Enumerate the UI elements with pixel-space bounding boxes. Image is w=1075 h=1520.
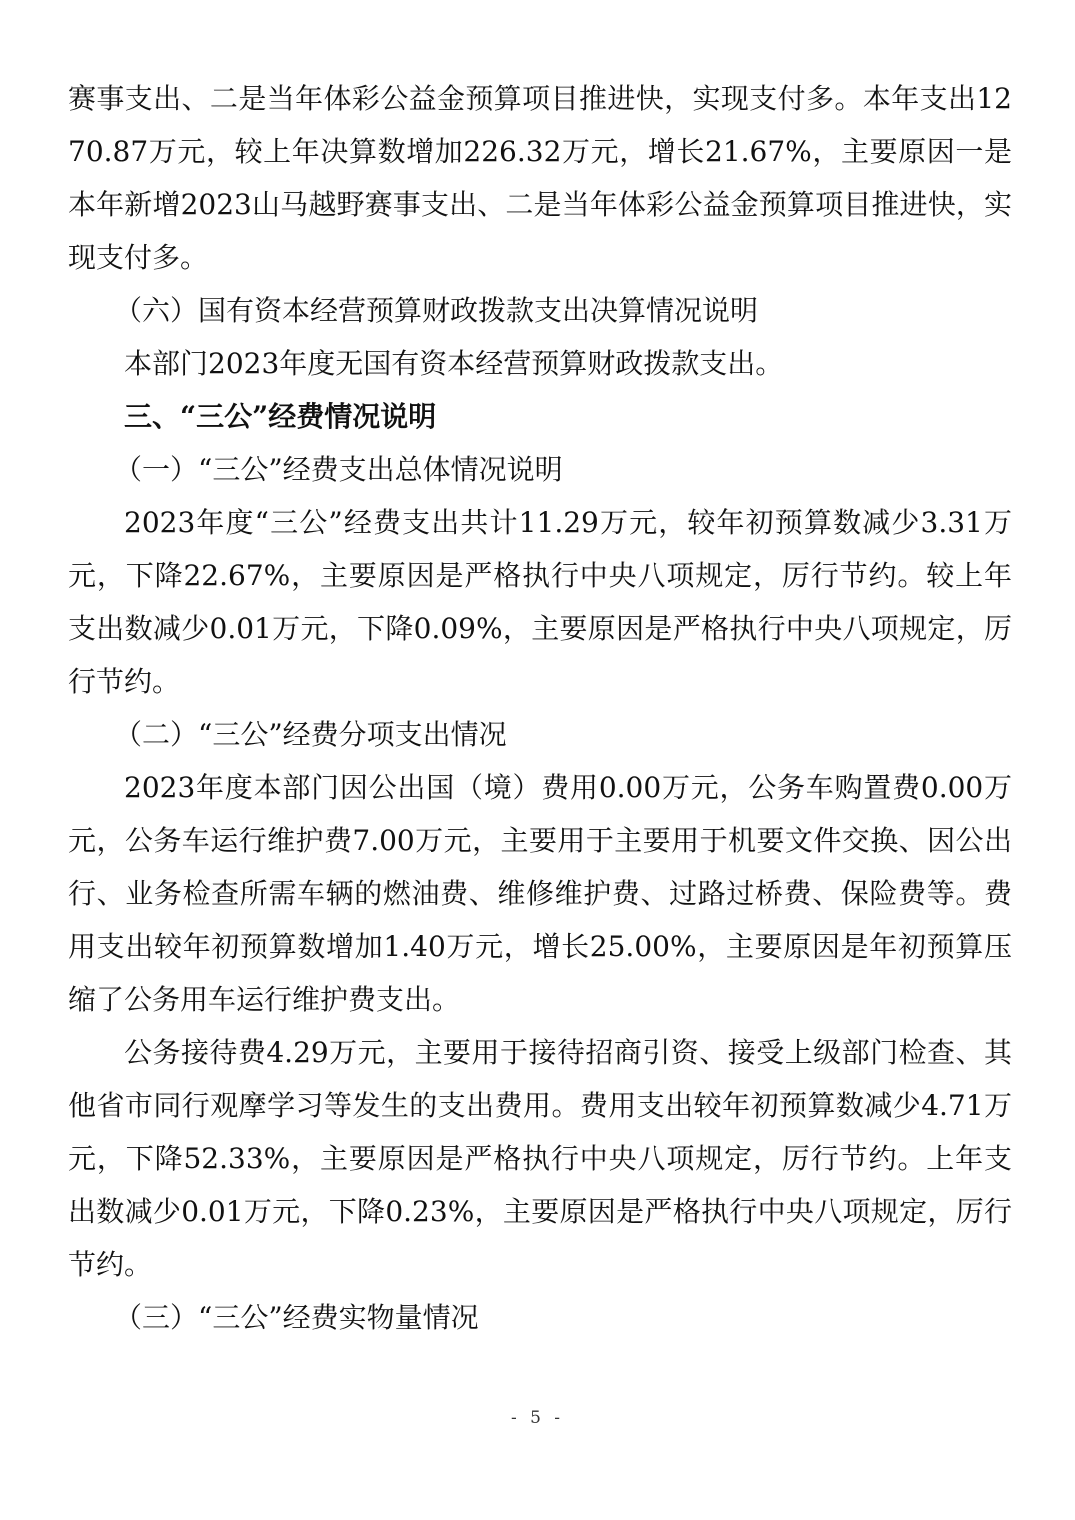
paragraph-vehicle-expenses: 2023年度本部门因公出国（境）费用0.00万元，公务车购置费0.00万元，公务车运行维护费7.00万元，主要用于主要用于机要文件交换、因公出行、业务检查所需车辆的燃油费、维修维护费、过路过桥费、保险费等。费用支出较年初预算数增加1.40万元，增长25.00%，主要原因是年初预算压缩了公务用车运行维护费支出。	[68, 771, 1012, 1016]
heading-three-public-expenses: 三、“三公”经费情况说明	[124, 400, 437, 433]
paragraph-lottery-fund-expenditure: 赛事支出、二是当年体彩公益金预算项目推进快，实现支付多。本年支出1270.87万元，较上年决算数增加226.32万元，增长21.67%，主要原因一是本年新增2023山马越野赛事支出、二是当年体彩公益金预算项目推进快，实现支付多。	[68, 82, 1012, 274]
page-number: - 5 -	[510, 1408, 565, 1428]
subheading-physical-quantity: （三）“三公”经费实物量情况	[114, 1301, 479, 1334]
paragraph-reception-expenses: 公务接待费4.29万元，主要用于接待招商引资、接受上级部门检查、其他省市同行观摩学习等发生的支出费用。费用支出较年初预算数减少4.71万元，下降52.33%，主要原因是严格执行中央八项规定，厉行节约。上年支出数减少0.01万元，下降0.23%，主要原因是严格执行中央八项规定，厉行节约。	[68, 1036, 1012, 1281]
paragraph-no-state-capital-expenditure: 本部门2023年度无国有资本经营预算财政拨款支出。	[124, 347, 784, 380]
subheading-state-capital-budget: （六）国有资本经营预算财政拨款支出决算情况说明	[114, 294, 759, 327]
subheading-itemized-expenses: （二）“三公”经费分项支出情况	[114, 718, 507, 751]
paragraph-overall-expenses: 2023年度“三公”经费支出共计11.29万元，较年初预算数减少3.31万元，下降22.67%，主要原因是严格执行中央八项规定，厉行节约。较上年支出数减少0.01万元，下降0.09%，主要原因是严格执行中央八项规定，厉行节约。	[68, 506, 1012, 698]
document-body	[68, 72, 1012, 1344]
subheading-overall-expenses: （一）“三公”经费支出总体情况说明	[114, 453, 563, 486]
